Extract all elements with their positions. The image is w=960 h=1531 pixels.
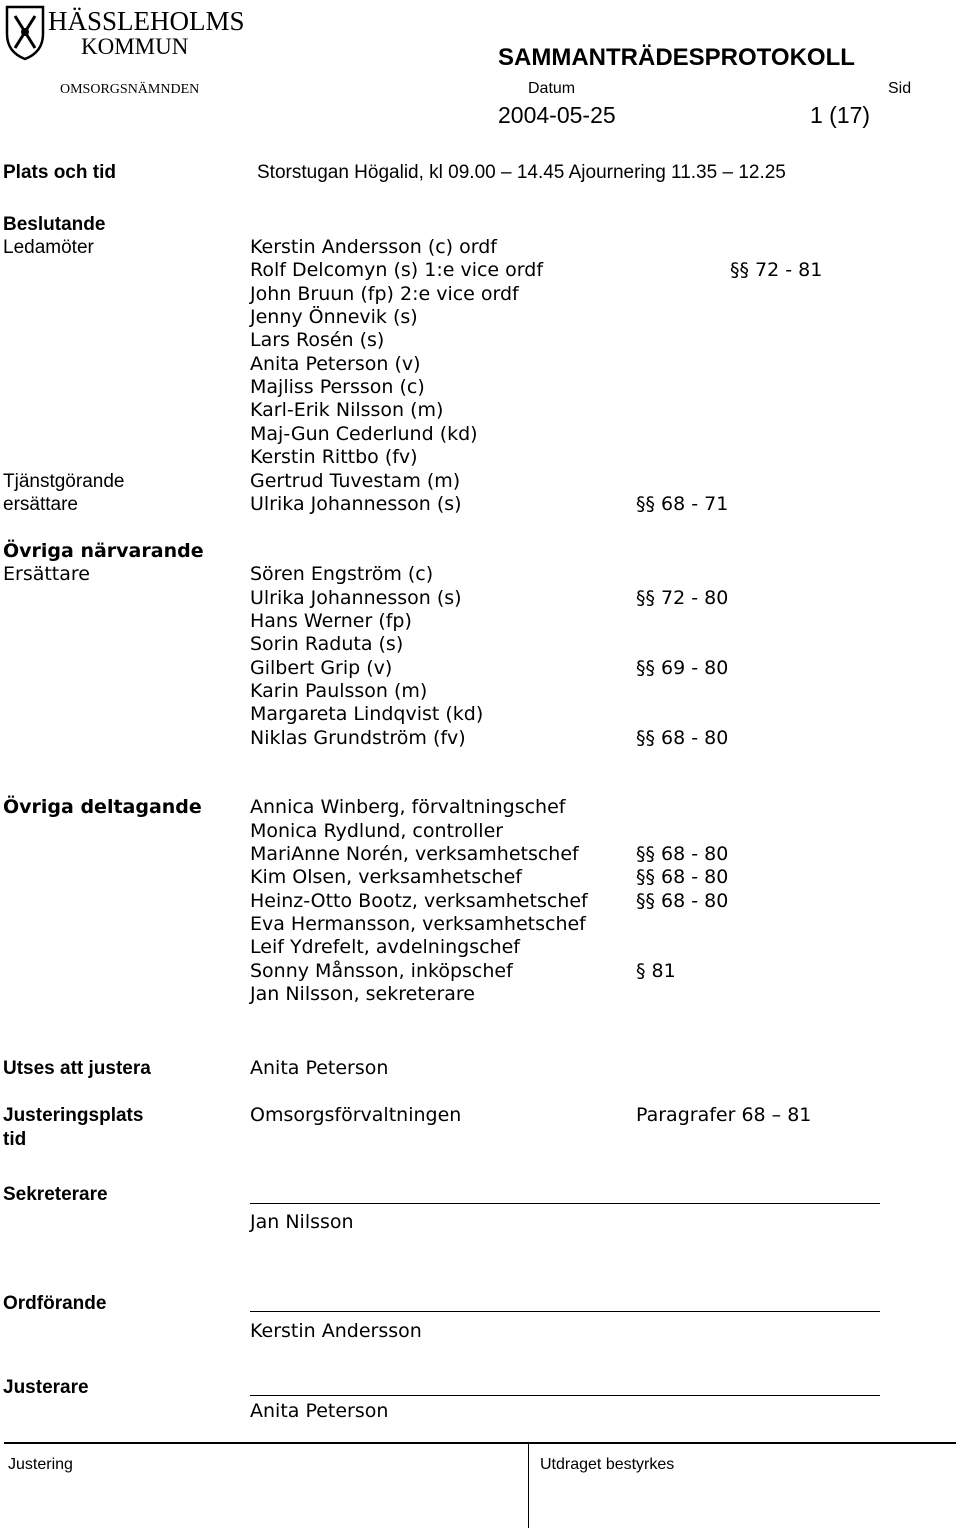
participant-name: Leif Ydrefelt, avdelningschef [250, 936, 520, 958]
participant-paragraphs: §§ 68 - 80 [636, 866, 729, 888]
participant-name: Kim Olsen, verksamhetschef [250, 866, 522, 888]
org-name-line1: HÄSSLEHOLMS [48, 6, 245, 36]
paragrafer-value: Paragrafer 68 – 81 [636, 1104, 812, 1126]
member-name: Jenny Önnevik (s) [250, 306, 418, 328]
member-name: John Bruun (fp) 2:e vice ordf [250, 283, 519, 305]
justerare-signature-line [250, 1395, 880, 1396]
tjanstgorande-label: Tjänstgörande [3, 471, 125, 492]
member-name: Kerstin Andersson (c) ordf [250, 236, 497, 258]
member-name: Anita Peterson (v) [250, 353, 421, 375]
ordforande-signature-line [250, 1311, 880, 1312]
org-name-line2: KOMMUN [81, 34, 189, 59]
department-name: OMSORGSNÄMNDEN [60, 82, 200, 97]
member-paragraphs: §§ 68 - 80 [636, 727, 729, 749]
member-paragraphs: §§ 69 - 80 [636, 657, 729, 679]
member-name: Maj-Gun Cederlund (kd) [250, 423, 478, 445]
member-name: Kerstin Rittbo (fv) [250, 446, 418, 468]
sekreterare-label: Sekreterare [3, 1184, 108, 1205]
utses-att-justera-label: Utses att justera [3, 1058, 151, 1079]
footer-rule [4, 1442, 956, 1444]
participant-name: Annica Winberg, förvaltningschef [250, 796, 566, 818]
footer-divider [528, 1443, 529, 1528]
member-name: Sören Engström (c) [250, 563, 434, 585]
justeringsplats-value: Omsorgsförvaltningen [250, 1104, 462, 1126]
municipality-crest-logo [4, 4, 46, 62]
participant-name: Eva Hermansson, verksamhetschef [250, 913, 586, 935]
participant-name: MariAnne Norén, verksamhetschef [250, 843, 579, 865]
beslutande-heading: Beslutande [3, 214, 106, 235]
member-paragraphs: §§ 72 - 81 [730, 259, 823, 281]
ovriga-deltagande-heading: Övriga deltagande [3, 796, 202, 818]
member-paragraphs: §§ 72 - 80 [636, 587, 729, 609]
member-name: Lars Rosén (s) [250, 329, 385, 351]
page-number: 1 (17) [810, 102, 871, 128]
participant-paragraphs: § 81 [636, 960, 676, 982]
meeting-place-label: Plats och tid [3, 162, 116, 183]
justeringstid-label: tid [3, 1129, 27, 1150]
member-paragraphs: §§ 68 - 71 [636, 493, 729, 515]
justerare-label: Justerare [3, 1377, 89, 1398]
member-name: Niklas Grundström (fv) [250, 727, 466, 749]
ordforande-name: Kerstin Andersson [250, 1320, 422, 1342]
participant-paragraphs: §§ 68 - 80 [636, 843, 729, 865]
member-name: Ulrika Johannesson (s) [250, 493, 462, 515]
member-name: Rolf Delcomyn (s) 1:e vice ordf [250, 259, 544, 281]
ledamoter-label: Ledamöter [3, 237, 94, 258]
sekreterare-signature-line [250, 1203, 880, 1204]
participant-name: Monica Rydlund, controller [250, 820, 504, 842]
document-date: 2004-05-25 [498, 102, 616, 128]
ovriga-narvarande-heading: Övriga närvarande [3, 540, 204, 562]
participant-paragraphs: §§ 68 - 80 [636, 890, 729, 912]
member-name: Margareta Lindqvist (kd) [250, 703, 484, 725]
member-name: Karl-Erik Nilsson (m) [250, 399, 444, 421]
ordforande-label: Ordförande [3, 1293, 107, 1314]
document-title: SAMMANTRÄDESPROTOKOLL [498, 44, 855, 71]
member-name: Karin Paulsson (m) [250, 680, 428, 702]
footer-utdraget-label: Utdraget bestyrkes [540, 1456, 675, 1473]
page-label: Sid [888, 80, 912, 97]
participant-name: Heinz-Otto Bootz, verksamhetschef [250, 890, 588, 912]
member-name: Gilbert Grip (v) [250, 657, 393, 679]
member-name: Ulrika Johannesson (s) [250, 587, 462, 609]
justerare-name: Anita Peterson [250, 1400, 389, 1422]
justeringsplats-label: Justeringsplats [3, 1105, 144, 1126]
member-name: Gertrud Tuvestam (m) [250, 470, 461, 492]
member-name: Hans Werner (fp) [250, 610, 412, 632]
footer-justering-label: Justering [8, 1456, 73, 1473]
sekreterare-name: Jan Nilsson [250, 1211, 354, 1233]
meeting-place-value: Storstugan Högalid, kl 09.00 – 14.45 Ajournering 11.35 – 12.25 [257, 162, 786, 183]
participant-name: Jan Nilsson, sekreterare [250, 983, 475, 1005]
member-name: Sorin Raduta (s) [250, 633, 404, 655]
ersattare-label: ersättare [3, 494, 78, 515]
ersattare-sub-label: Ersättare [3, 563, 90, 585]
member-name: Majliss Persson (c) [250, 376, 425, 398]
date-label: Datum [528, 80, 576, 97]
participant-name: Sonny Månsson, inköpschef [250, 960, 513, 982]
utses-att-justera-value: Anita Peterson [250, 1057, 389, 1079]
